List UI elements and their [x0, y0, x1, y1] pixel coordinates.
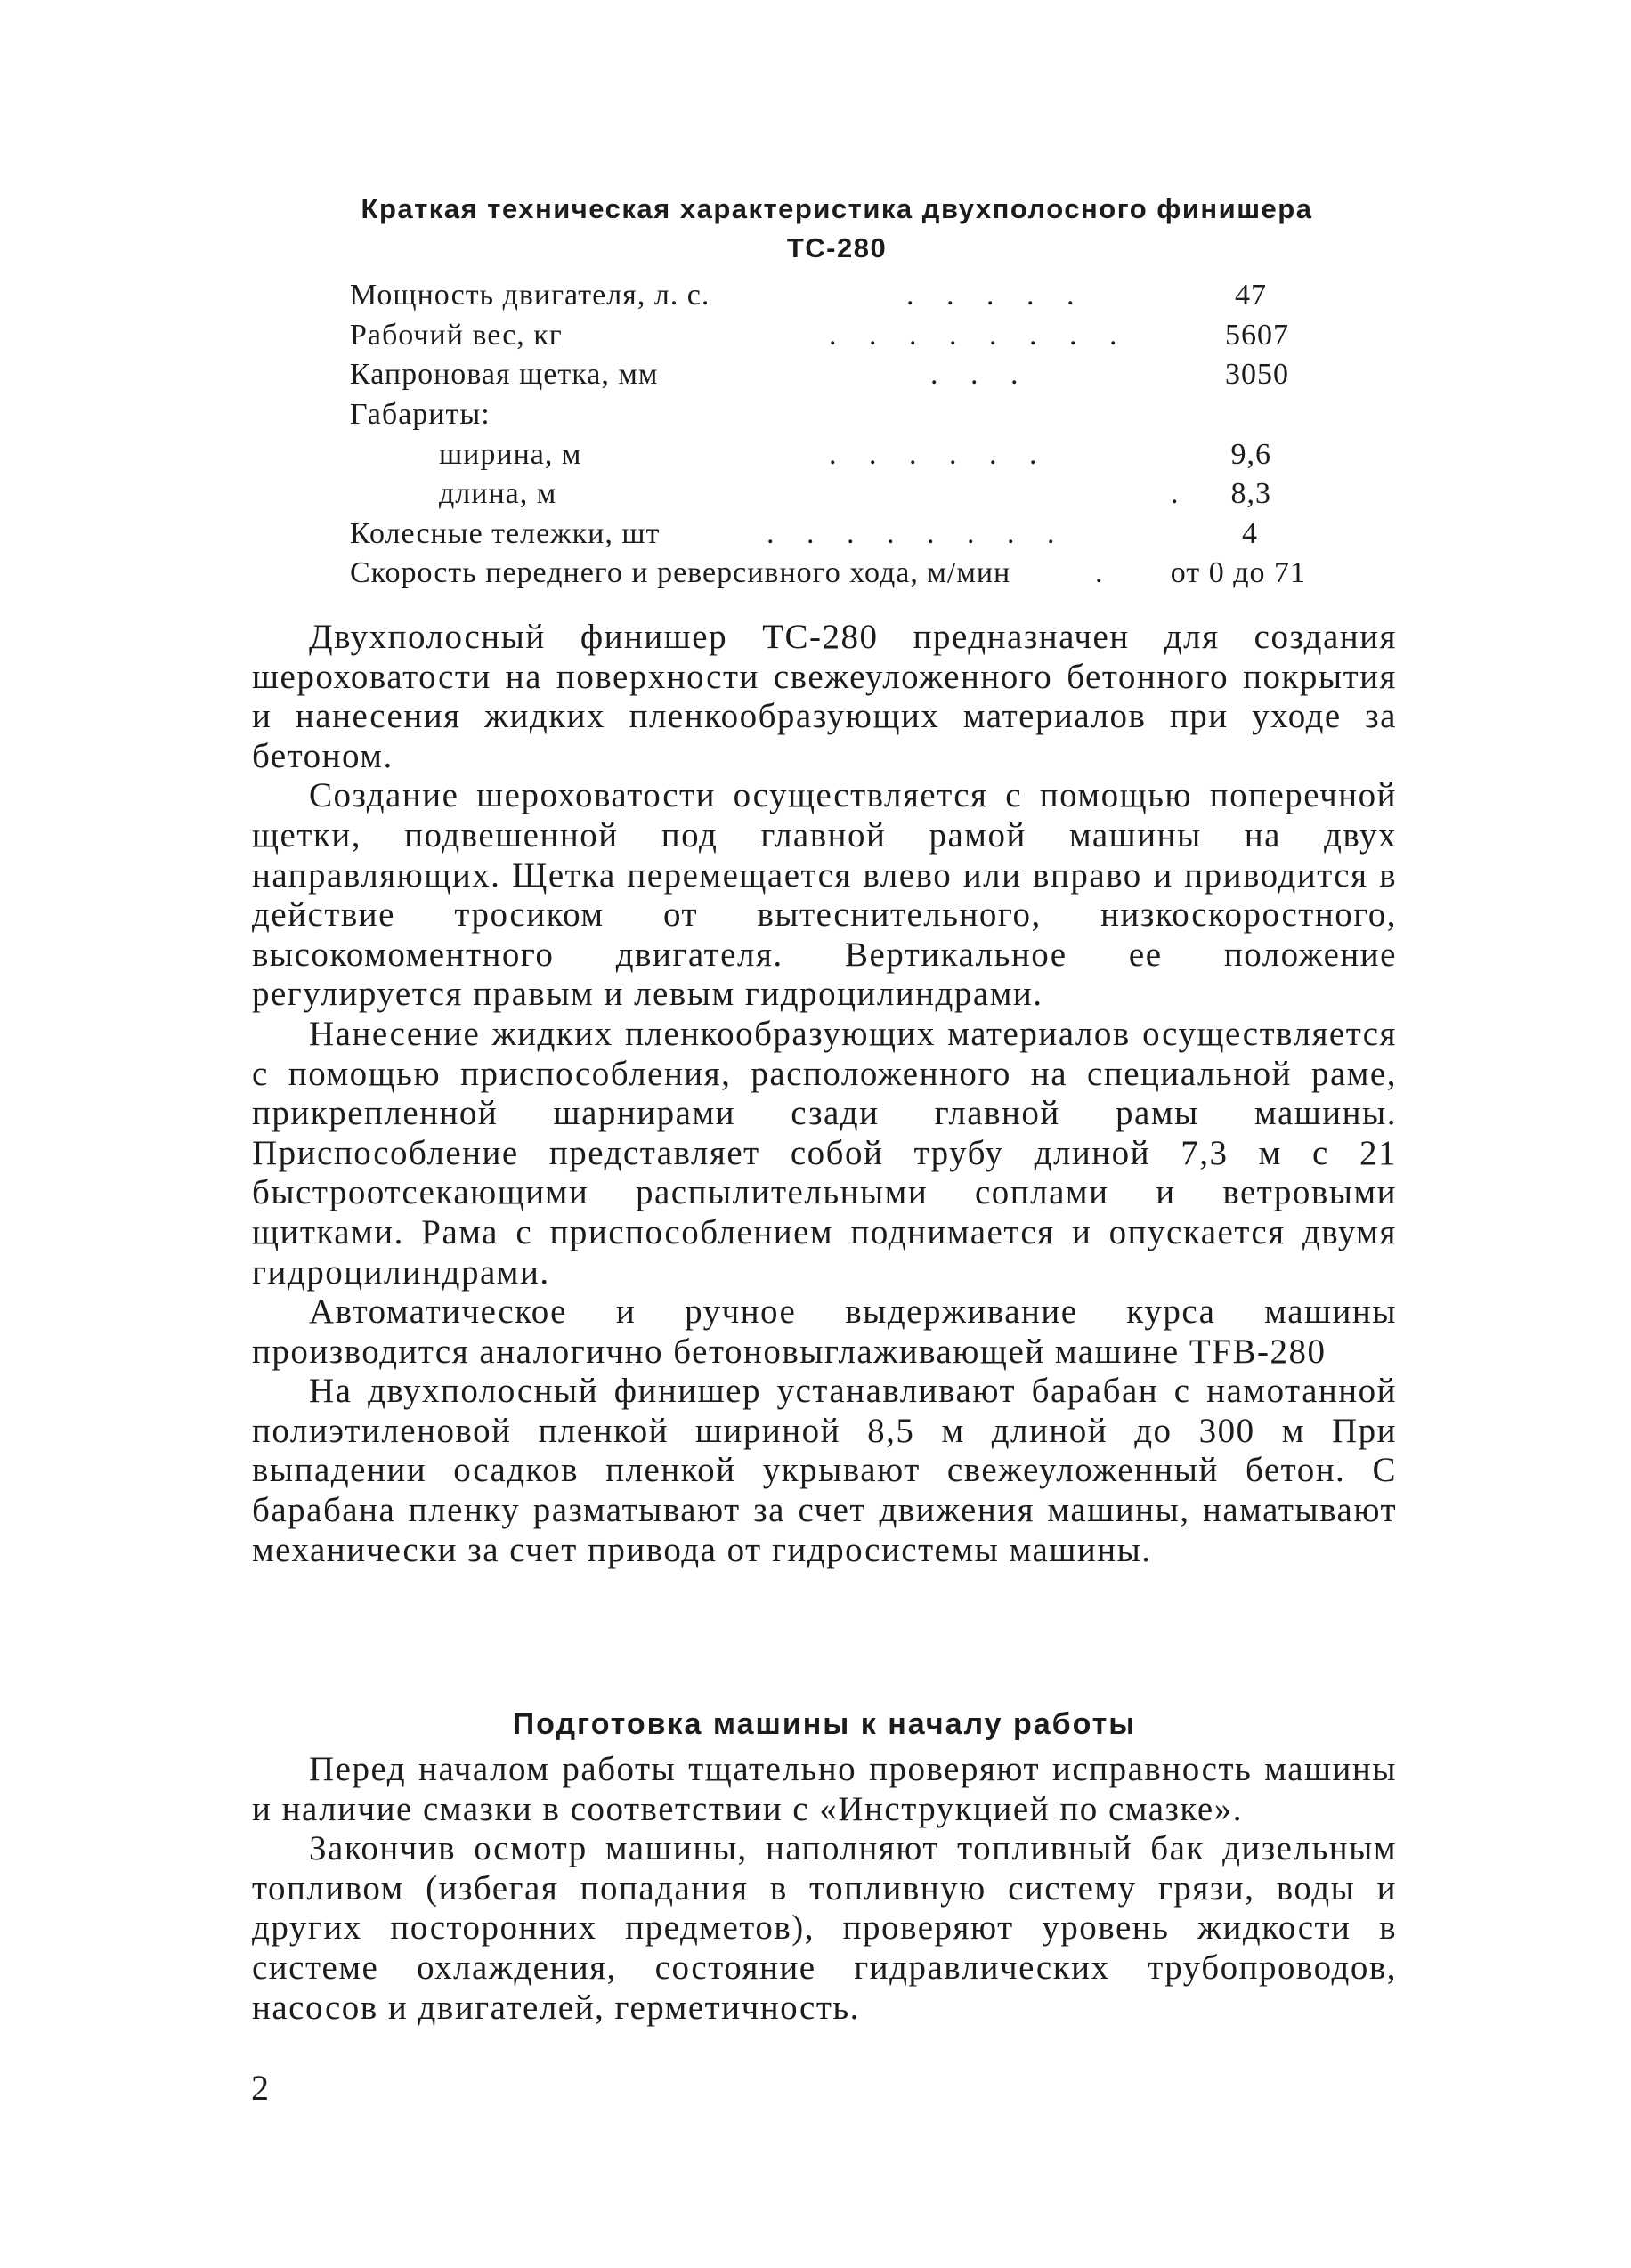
- spec-value: 4: [1242, 517, 1258, 550]
- spec-leader-dots: .: [1095, 556, 1116, 589]
- spec-value: 8,3: [1230, 477, 1271, 510]
- spec-label: Капроновая щетка, мм: [350, 358, 659, 391]
- spec-leader-dots: . . . . . . . .: [767, 517, 1067, 550]
- spec-leader-dots: .: [1171, 477, 1191, 510]
- spec-row: [350, 394, 1294, 435]
- spec-row: [350, 514, 1294, 555]
- spec-value: 9,6: [1230, 438, 1271, 471]
- spec-leader-dots: . . . . . . . .: [829, 319, 1130, 352]
- description-text: [252, 618, 1397, 1570]
- paragraph: Автоматическое и ручное выдерживание курса машины производится аналогично бетоновыглаживающей машине TFB-280: [252, 1292, 1397, 1371]
- spec-row: [350, 434, 1294, 475]
- section-heading: Подготовка машины к началу работы: [512, 1707, 1137, 1741]
- spec-label: Скорость переднего и реверсивного хода, м/мин: [350, 556, 1011, 589]
- spec-label: Мощность двигателя, л. с.: [350, 279, 710, 312]
- spec-value: 3050: [1225, 358, 1289, 391]
- spec-row: [350, 315, 1294, 356]
- paragraph: Двухполосный финишер ТС-280 предназначен для создания шероховатости на поверхности свежеуложенного бетонного покрытия и нанесения жидких пленкообразующих материалов при уходе за бетоном.: [252, 618, 1397, 775]
- paragraph: Закончив осмотр машины, наполняют топливный бак дизельным топливом (избегая попадания в топливную систему грязи, воды и других посторонних предметов), проверяют уровень жидкости в системе охлаждения, состояние гидравлических трубопроводов, насосов и двигателей, герметичность.: [252, 1829, 1397, 2027]
- spec-label: Рабочий вес, кг: [350, 319, 563, 352]
- spec-value: от 0 до 71: [1170, 556, 1306, 589]
- spec-leader-dots: . . .: [930, 358, 1031, 391]
- section-text: [252, 1750, 1397, 2028]
- paragraph: На двухполосный финишер устанавливают барабан с намотанной полиэтиленовой пленкой шириной 8,5 м длиной до 300 м При выпадении осадков пленкой укрывают свежеуложенный бетон. С барабана пленку разматывают за счет движения машины, наматывают механически за счет привода от гидросистемы машины.: [252, 1372, 1397, 1569]
- paragraph: Создание шероховатости осуществляется с помощью поперечной щетки, подвешенной под главной рамой машины на двух направляющих. Щетка перемещается влево или вправо и приводится в действие тросиком от вытеснительного, низкоскоростного, высокомоментного двигателя. Вертикальное ее положение регулируется правым и левым гидроцилиндрами.: [252, 776, 1397, 1014]
- spec-title: Краткая техническая характеристика двухполосного финишера: [361, 193, 1313, 224]
- spec-row: [350, 354, 1294, 395]
- spec-row: [350, 275, 1294, 316]
- spec-row: [350, 474, 1294, 514]
- spec-label: Колесные тележки, шт: [350, 517, 661, 550]
- page-number: 2: [251, 2068, 269, 2108]
- paragraph: Нанесение жидких пленкообразующих материалов осуществляется с помощью приспособления, расположенного на специальной раме, прикрепленной шарнирами сзади главной рамы машины. Приспособление представляет собой трубу длиной 7,3 м с 21 быстроотсекающими распылительными соплами и ветровыми щитками. Рама с приспособлением поднимается и опускается двумя гидроцилиндрами.: [252, 1014, 1397, 1292]
- paragraph: Перед началом работы тщательно проверяют исправность машины и наличие смазки в соответствии с «Инструкцией по смазке».: [252, 1750, 1397, 1828]
- spec-value: 5607: [1225, 319, 1289, 352]
- spec-model: ТС-280: [786, 232, 888, 263]
- spec-value: 47: [1235, 279, 1267, 312]
- spec-label: ширина, м: [439, 438, 582, 471]
- spec-leader-dots: . . . . . .: [829, 438, 1050, 471]
- spec-row: [350, 553, 1306, 594]
- spec-leader-dots: . . . . .: [906, 279, 1087, 312]
- spec-label: Габариты:: [350, 398, 491, 431]
- spec-label: длина, м: [439, 477, 557, 510]
